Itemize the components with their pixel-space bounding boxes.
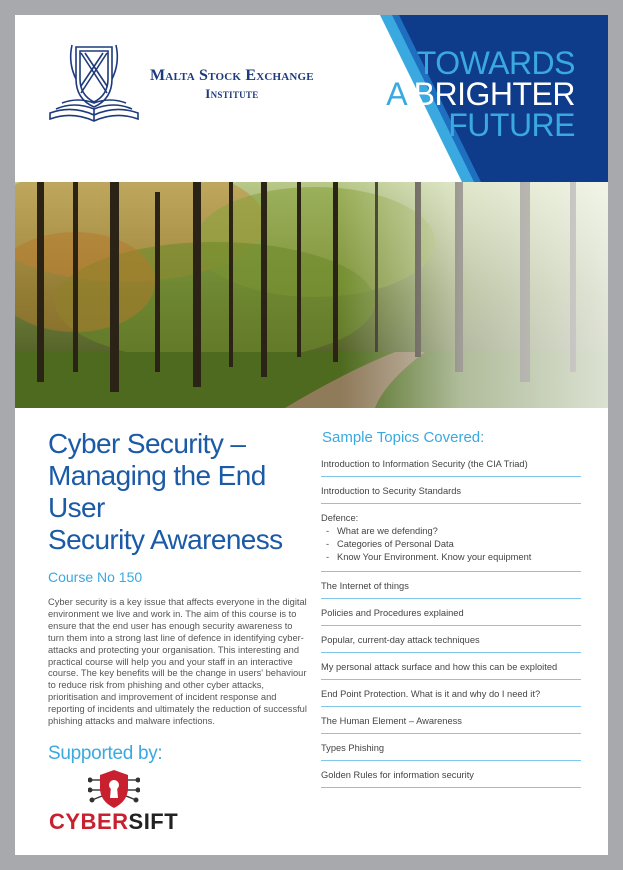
institute-name [150, 67, 314, 102]
slogan-line1: TOWARDS [416, 45, 575, 81]
topic-subitem: - Categories of Personal Data [321, 538, 581, 551]
topic-subitem: - What are we defending? [321, 525, 581, 538]
topic-label: Policies and Procedures explained [321, 608, 464, 618]
topic-subitems [321, 525, 581, 564]
topic-label: The Internet of things [321, 581, 409, 591]
cybersift-logo [48, 768, 313, 834]
topics-heading: Sample Topics Covered: [322, 429, 485, 446]
course-number: Course No 150 [48, 569, 143, 585]
brochure-page [15, 15, 608, 855]
topics-section [321, 429, 581, 794]
course-title-line1: Cyber Security – [48, 428, 246, 459]
topic-label: My personal attack surface and how this can be exploited [321, 662, 558, 672]
supported-by-label: Supported by: [48, 742, 163, 764]
topic-item [321, 605, 581, 626]
institute-name-line2: Institute [205, 86, 259, 101]
cybersift-wordmark-cyber: CYBER [49, 809, 129, 834]
slogan [386, 45, 575, 143]
topic-item [321, 659, 581, 680]
course-info [48, 428, 313, 834]
slogan-line2-a: A [386, 76, 406, 112]
course-title-line2: Managing the End User [48, 460, 266, 523]
topic-item [321, 713, 581, 734]
slogan-line3: FUTURE [448, 107, 575, 143]
topic-label: Introduction to Information Security (the CIA Triad) [321, 459, 528, 469]
slogan-line2-b: BRIGHTER [413, 76, 575, 112]
topic-item [321, 510, 581, 572]
topic-label: The Human Element – Awareness [321, 716, 462, 726]
institute-crest-icon [48, 43, 140, 125]
slogan-line2 [386, 76, 575, 112]
topic-item [321, 686, 581, 707]
topic-item [321, 767, 581, 788]
course-title [48, 428, 313, 556]
topic-item [321, 740, 581, 761]
topic-label: Defence: [321, 513, 359, 523]
topic-label: Popular, current-day attack techniques [321, 635, 480, 645]
cybersift-wordmark [49, 809, 178, 835]
topic-label: Introduction to Security Standards [321, 486, 462, 496]
topic-label: Types Phishing [321, 743, 385, 753]
topic-item [321, 456, 581, 477]
shield-keyhole-icon [88, 768, 140, 810]
topic-label: Golden Rules for information security [321, 770, 474, 780]
topic-label: End Point Protection. What is it and why do I need it? [321, 689, 541, 699]
course-title-line3: Security Awareness [48, 524, 283, 555]
forest-photo [15, 182, 608, 408]
cybersift-wordmark-sift: SIFT [128, 809, 179, 834]
institute-name-line1: Malta Stock Exchange [150, 67, 314, 84]
course-description: Cyber security is a key issue that affects everyone in the digital environment we live and work in. The aim of this course is to ensure that the end user has enough security awareness to turn them into a strong last line of defence in identifying cyber-attacks and protecting your organisation. This interesting and practical course will help you and your staff in an interactive course. The key benefits will be the change in users' behaviour to reduce risk from phishing and other cyber attacks, prioritisation and improvement of incident response and reporting of incidents and ultimately the reduction of successful phishing attacks and malware infections. [48, 597, 307, 727]
topic-item [321, 632, 581, 653]
topic-item [321, 483, 581, 504]
topic-subitem: - Know Your Environment. Know your equipment [321, 551, 581, 564]
topic-item [321, 578, 581, 599]
